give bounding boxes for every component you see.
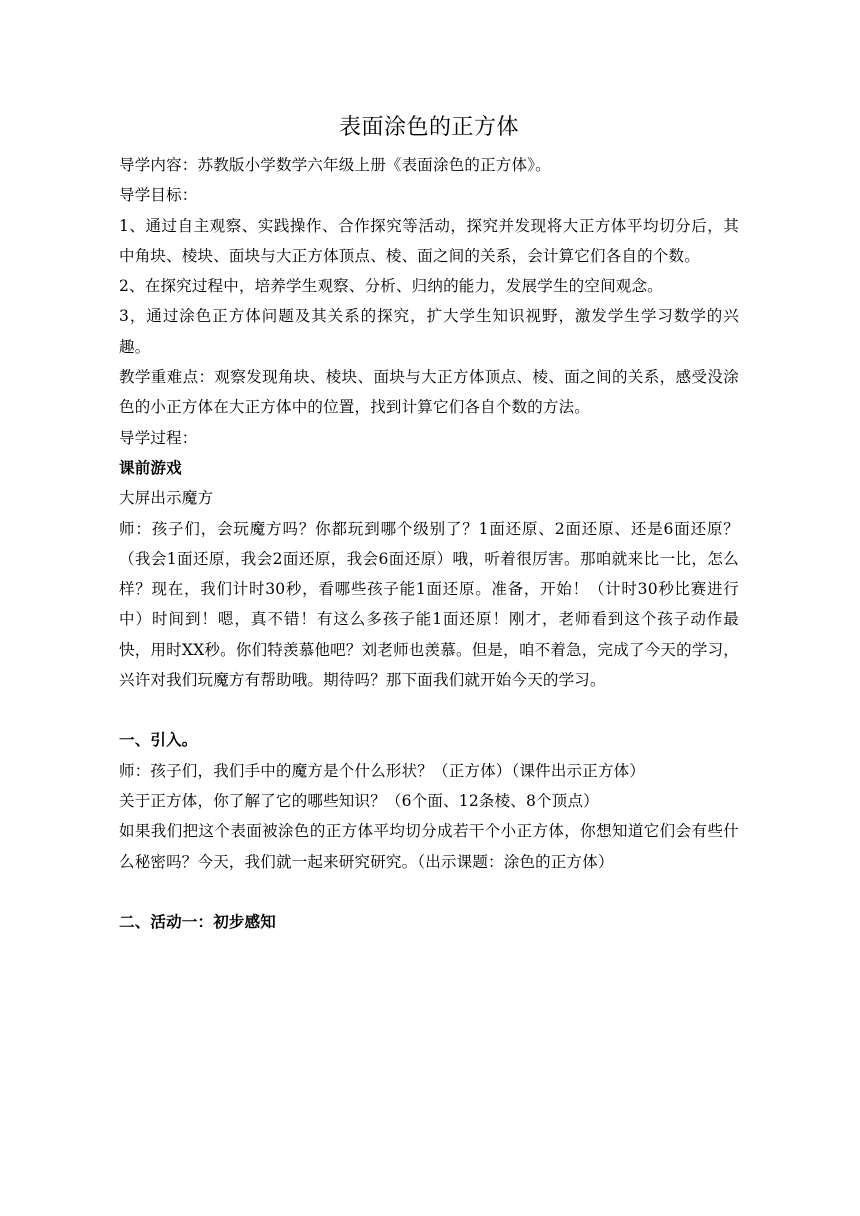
goals-label: 导学目标： — [119, 186, 198, 205]
pre-game-dialogue: 师：孩子们，会玩魔方吗？你都玩到哪个级别了？1面还原、2面还原、还是6面还原？（我会1面还原，我会2面还原，我会6面还原）哦，听着很厉害。那咱就来比一比，怎么样？现在，我们计时30秒，看哪些孩子能1面还原。准备，开始！（计时30秒比赛进行中）时间到！嗯，真不错！有这么多孩子能1面还原！刚才，老师看到这个孩子动作最快，用时XX秒。你们特羡慕他吧？刘老师也羡慕。但是，咱不着急，完成了今天的学习，兴许对我们玩魔方有帮助哦。期待吗？那下面我们就开始今天的学习。 — [119, 519, 739, 690]
goal-3: 3，通过涂色正方体问题及其关系的探究，扩大学生知识视野，激发学生学习数学的兴趣。 — [119, 307, 739, 356]
section-1-line-1: 师：孩子们，我们手中的魔方是个什么形状？（正方体）（课件出示正方体） — [119, 761, 646, 780]
document-title: 表面涂色的正方体 — [338, 115, 519, 140]
process-label: 导学过程： — [119, 428, 198, 447]
goal-2: 2、在探究过程中，培养学生观察、分析、归纳的能力，发展学生的空间观念。 — [119, 277, 663, 296]
goal-1: 1、通过自主观察、实践操作、合作探究等活动，探究并发现将大正方体平均切分后，其中角块、棱块、面块与大正方体顶点、棱、面之间的关系，会计算它们各自的个数。 — [119, 216, 739, 265]
section-1-line-2: 关于正方体，你了解了它的哪些知识？（6个面、12条棱、8个顶点） — [119, 791, 599, 810]
key-points: 教学重难点：观察发现角块、棱块、面块与大正方体顶点、棱、面之间的关系，感受没涂色的小正方体在大正方体中的位置，找到计算它们各自个数的方法。 — [119, 368, 739, 417]
intro-content: 导学内容：苏教版小学数学六年级上册《表面涂色的正方体》。 — [119, 156, 551, 174]
pre-game-heading: 课前游戏 — [119, 457, 182, 477]
section-1-heading: 一、引入。 — [119, 730, 198, 750]
section-1-line-3: 如果我们把这个表面被涂色的正方体平均切分成若干个小正方体，你想知道它们会有些什么秘密吗？今天，我们就一起来研究研究。（出示课题：涂色的正方体） — [119, 822, 739, 871]
section-2-heading: 二、活动一：初步感知 — [119, 911, 277, 931]
paragraph-spacer — [119, 877, 739, 907]
pre-game-line: 大屏出示魔方 — [119, 489, 214, 508]
document-body — [119, 112, 739, 937]
paragraph-spacer — [119, 695, 739, 725]
